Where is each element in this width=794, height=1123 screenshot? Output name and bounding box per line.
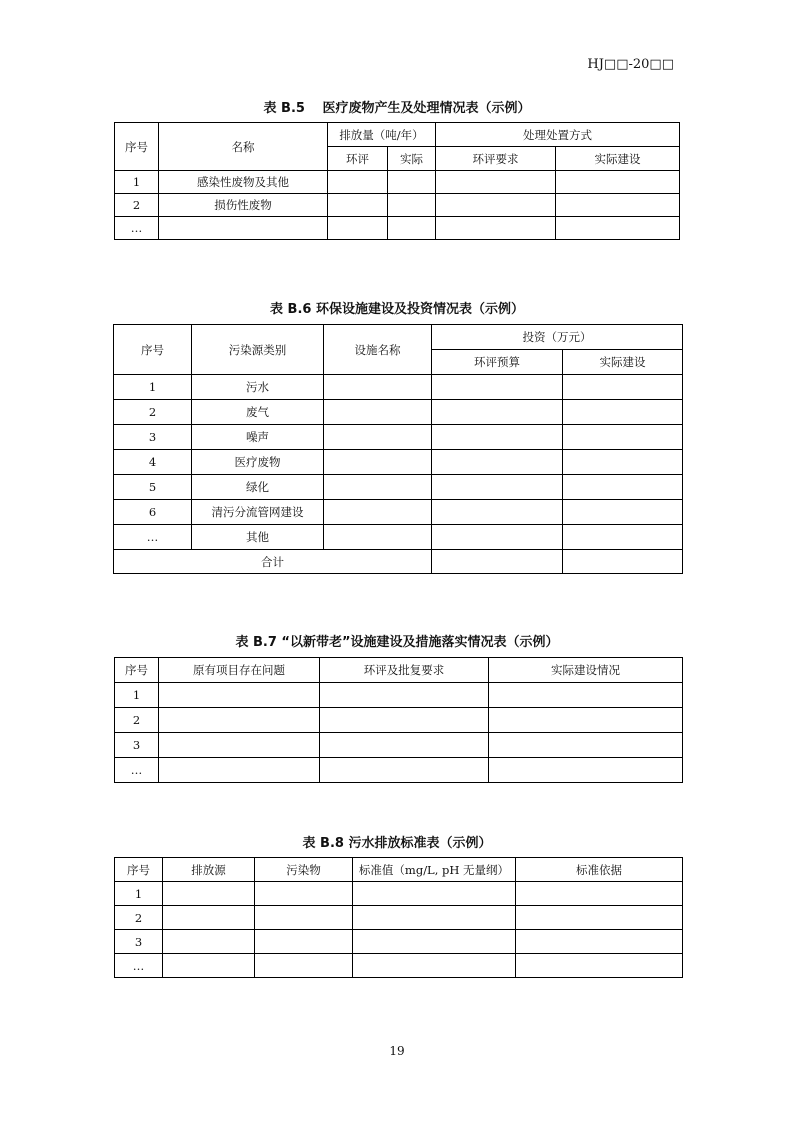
header-actual-build: 实际建设 [556, 147, 680, 171]
cell-empty [163, 954, 255, 978]
cell-empty [556, 194, 680, 217]
table-b8-caption: 表 B.8 污水排放标准表（示例） [302, 836, 492, 851]
cell-index: … [115, 758, 159, 783]
cell-type: 医疗废物 [192, 450, 324, 475]
table-row [114, 475, 683, 500]
header-actual-build: 实际建设 [563, 350, 683, 375]
cell-empty [255, 930, 353, 954]
cell-empty [324, 450, 432, 475]
cell-index: 3 [115, 930, 163, 954]
cell-empty [563, 425, 683, 450]
cell-empty [436, 171, 556, 194]
cell-empty [159, 758, 320, 783]
table-row [114, 500, 683, 525]
header-eia: 环评 [328, 147, 388, 171]
cell-empty [516, 954, 683, 978]
cell-empty [324, 375, 432, 400]
cell-empty [320, 683, 489, 708]
cell-empty [563, 400, 683, 425]
table-b6-caption: 表 B.6 环保设施建设及投资情况表（示例） [270, 302, 524, 317]
cell-empty [432, 400, 563, 425]
cell-empty [163, 906, 255, 930]
page-number: 19 [389, 1044, 405, 1058]
table-b7-caption: 表 B.7 “以新带老”设施建设及措施落实情况表（示例） [235, 635, 559, 650]
table-row [114, 425, 683, 450]
cell-empty [563, 450, 683, 475]
document-code: HJ□□-20□□ [587, 57, 674, 72]
cell-empty [388, 217, 436, 240]
cell-index: 1 [115, 882, 163, 906]
cell-empty [328, 171, 388, 194]
table-row [114, 375, 683, 400]
table-row [114, 400, 683, 425]
cell-empty [255, 906, 353, 930]
cell-empty [432, 550, 563, 574]
header-index: 序号 [115, 658, 159, 683]
cell-index: 5 [114, 475, 192, 500]
header-source: 排放源 [163, 858, 255, 882]
cell-empty [328, 217, 388, 240]
cell-empty [163, 930, 255, 954]
cell-empty [159, 708, 320, 733]
header-eia-budget: 环评预算 [432, 350, 563, 375]
cell-empty [436, 217, 556, 240]
cell-index: 3 [114, 425, 192, 450]
header-index: 序号 [115, 858, 163, 882]
cell-empty [563, 475, 683, 500]
table-row [115, 217, 680, 240]
cell-type: 污水 [192, 375, 324, 400]
cell-empty [489, 683, 683, 708]
cell-empty [563, 500, 683, 525]
header-name: 名称 [159, 123, 328, 171]
cell-empty [563, 550, 683, 574]
cell-index: … [114, 525, 192, 550]
header-index: 序号 [114, 325, 192, 375]
header-standard-value: 标准值（mg/L, pH 无量纲） [353, 858, 516, 882]
cell-empty [436, 194, 556, 217]
cell-type: 废气 [192, 400, 324, 425]
cell-empty [320, 708, 489, 733]
cell-empty [388, 171, 436, 194]
cell-empty [328, 194, 388, 217]
cell-index: 3 [115, 733, 159, 758]
table-row [115, 882, 683, 906]
table-b5-caption: 表 B.5 医疗废物产生及处理情况表（示例） [263, 101, 531, 116]
cell-empty [516, 882, 683, 906]
cell-empty [353, 882, 516, 906]
table-row [115, 708, 683, 733]
table-row [115, 194, 680, 217]
cell-empty [324, 475, 432, 500]
cell-type: 其他 [192, 525, 324, 550]
cell-index: … [115, 217, 159, 240]
cell-empty [556, 217, 680, 240]
cell-empty [353, 906, 516, 930]
cell-name: 损伤性废物 [159, 194, 328, 217]
table-b8 [114, 857, 683, 978]
cell-empty [163, 882, 255, 906]
table-b5 [114, 122, 680, 240]
cell-index: 2 [114, 400, 192, 425]
cell-empty [432, 500, 563, 525]
header-basis: 标准依据 [516, 858, 683, 882]
cell-empty [563, 375, 683, 400]
cell-index: 1 [115, 683, 159, 708]
cell-index: 6 [114, 500, 192, 525]
cell-empty [489, 733, 683, 758]
cell-empty [159, 683, 320, 708]
cell-empty [353, 954, 516, 978]
cell-empty [159, 733, 320, 758]
cell-empty [432, 450, 563, 475]
cell-empty [516, 930, 683, 954]
header-source-type: 污染源类别 [192, 325, 324, 375]
cell-empty [324, 525, 432, 550]
cell-total-label: 合计 [114, 550, 432, 574]
cell-empty [255, 954, 353, 978]
cell-empty [489, 758, 683, 783]
header-actual: 实际建设情况 [489, 658, 683, 683]
cell-name [159, 217, 328, 240]
header-problem: 原有项目存在问题 [159, 658, 320, 683]
table-row [115, 683, 683, 708]
cell-empty [489, 708, 683, 733]
header-facility: 设施名称 [324, 325, 432, 375]
header-eia-requirement: 环评要求 [436, 147, 556, 171]
cell-empty [432, 525, 563, 550]
cell-empty [320, 758, 489, 783]
header-actual: 实际 [388, 147, 436, 171]
table-row [115, 733, 683, 758]
cell-empty [353, 930, 516, 954]
header-requirement: 环评及批复要求 [320, 658, 489, 683]
cell-empty [432, 475, 563, 500]
table-row [115, 171, 680, 194]
table-row [115, 930, 683, 954]
header-pollutant: 污染物 [255, 858, 353, 882]
header-emission: 排放量（吨/年） [328, 123, 436, 147]
cell-empty [388, 194, 436, 217]
table-b6 [113, 324, 683, 574]
cell-empty [516, 906, 683, 930]
cell-type: 噪声 [192, 425, 324, 450]
header-disposal: 处理处置方式 [436, 123, 680, 147]
table-b7 [114, 657, 683, 783]
cell-name: 感染性废物及其他 [159, 171, 328, 194]
cell-empty [320, 733, 489, 758]
cell-index: 1 [114, 375, 192, 400]
table-row [115, 906, 683, 930]
table-row [114, 450, 683, 475]
cell-index: 4 [114, 450, 192, 475]
header-investment: 投资（万元） [432, 325, 683, 350]
cell-index: 2 [115, 708, 159, 733]
cell-empty [563, 525, 683, 550]
cell-index: 2 [115, 906, 163, 930]
table-row-total [114, 550, 683, 574]
cell-empty [432, 425, 563, 450]
cell-empty [324, 400, 432, 425]
cell-empty [432, 375, 563, 400]
cell-index: 2 [115, 194, 159, 217]
cell-type: 清污分流管网建设 [192, 500, 324, 525]
header-index: 序号 [115, 123, 159, 171]
cell-index: 1 [115, 171, 159, 194]
table-row [114, 525, 683, 550]
cell-empty [255, 882, 353, 906]
cell-empty [324, 500, 432, 525]
cell-index: … [115, 954, 163, 978]
table-row [115, 954, 683, 978]
cell-empty [324, 425, 432, 450]
cell-empty [556, 171, 680, 194]
table-row [115, 758, 683, 783]
cell-type: 绿化 [192, 475, 324, 500]
